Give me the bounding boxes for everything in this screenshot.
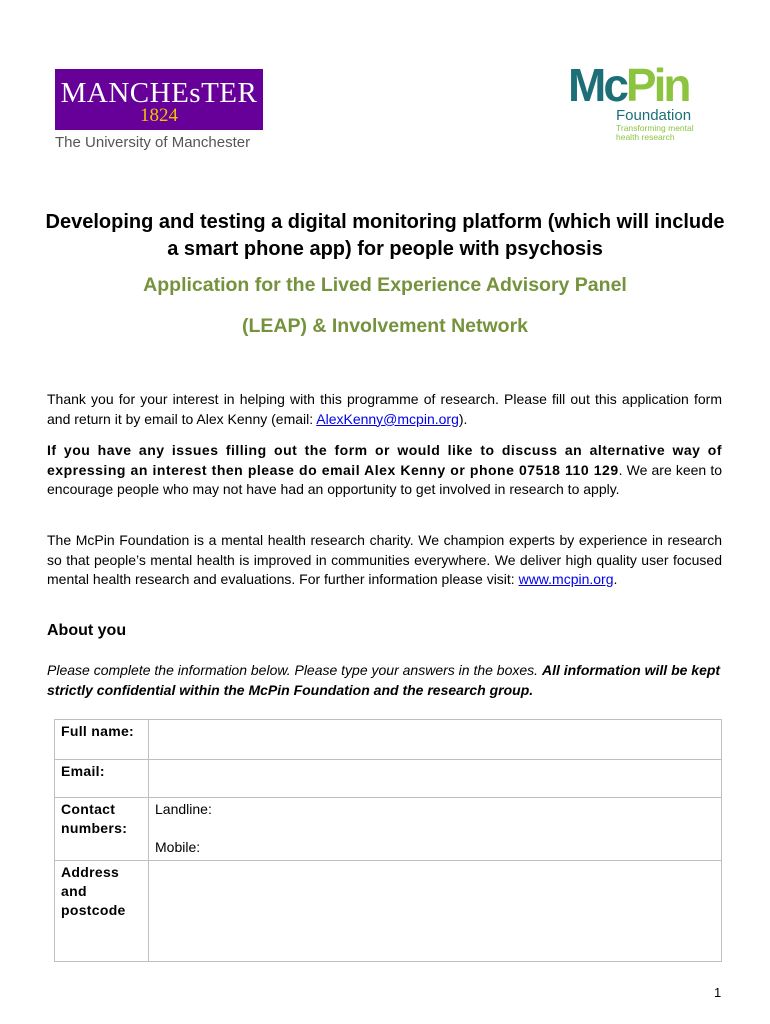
contact-emphasis: If you have any issues filling out the form or would like to discuss an alternative way of expressing an interest then please do email Alex Kenny or phone 07518 110 129 xyxy=(47,442,722,478)
form-row-email xyxy=(55,760,722,798)
mcpin-tagline-line1: Transforming mental xyxy=(616,123,694,133)
mobile-label: Mobile: xyxy=(155,839,201,855)
mcpin-about-paragraph xyxy=(47,531,722,590)
intro-paragraph xyxy=(47,390,722,429)
document-title: Developing and testing a digital monitoring platform (which will include a smart phone app) for people with psychosis xyxy=(45,211,725,260)
landline-input-gap[interactable] xyxy=(155,819,715,838)
contact-email-link[interactable]: AlexKenny@mcpin.org xyxy=(316,410,459,427)
manchester-logo-box xyxy=(55,69,263,130)
email-cell[interactable] xyxy=(149,760,722,798)
manchester-wordmark: MANCHEsTER xyxy=(60,77,258,109)
application-form-table xyxy=(54,719,722,962)
contact-paragraph xyxy=(47,441,722,500)
document-subtitle-line1: Application for the Lived Experience Advisory Panel xyxy=(143,274,627,296)
mcpin-foundation-logo xyxy=(568,59,718,142)
about-note-bold: All information will be kept strictly confidential within the McPin Foundation and the research group. xyxy=(47,662,721,698)
full-name-cell[interactable] xyxy=(149,720,722,760)
manchester-logo-subtitle: The University of Manchester xyxy=(55,134,251,151)
address-label: Address and postcode xyxy=(55,861,149,962)
contact-numbers-cell[interactable] xyxy=(149,798,722,861)
mcpin-wordmark xyxy=(568,59,718,111)
mcpin-tagline-line2: health research xyxy=(616,132,675,142)
mcpin-website-link[interactable]: www.mcpin.org xyxy=(518,571,614,588)
form-row-full-name xyxy=(55,720,722,760)
landline-label: Landline: xyxy=(155,801,212,817)
mcpin-about-text: The McPin Foundation is a mental health research charity. We champion experts by experience in research so that people’s mental health is improved in communities everywhere. We deliver high quality user focused mental health research and evaluations. For further information please visit: xyxy=(47,532,722,588)
form-row-address xyxy=(55,861,722,962)
document-subtitle-line2: (LEAP) & Involvement Network xyxy=(241,315,529,337)
intro-text-end: ). xyxy=(458,410,468,427)
university-of-manchester-logo xyxy=(55,69,263,151)
address-cell[interactable] xyxy=(149,861,722,962)
full-name-label: Full name: xyxy=(55,720,149,760)
intro-text: Thank you for your interest in helping with this programme of research. Please fill out this application form and return it by email to Alex Kenny (email: xyxy=(47,391,722,427)
mcpin-about-end: . xyxy=(613,571,618,588)
contact-rest: . We are keen to encourage people who may not have had an opportunity to get involved in research to apply. xyxy=(47,461,723,498)
contact-numbers-label: Contact numbers: xyxy=(55,798,149,861)
mcpin-wordmark-mc: Mc xyxy=(568,59,626,111)
full-name-input[interactable] xyxy=(155,723,715,739)
manchester-year: 1824 xyxy=(140,105,178,126)
about-you-heading: About you xyxy=(47,622,127,639)
page-number: 1 xyxy=(714,985,722,1000)
email-label: Email: xyxy=(55,760,149,798)
form-row-contact-numbers xyxy=(55,798,722,861)
mcpin-foundation-text: Foundation xyxy=(616,107,692,124)
mcpin-wordmark-pin: Pin xyxy=(625,59,689,111)
about-you-note xyxy=(47,661,722,700)
about-note-italic: Please complete the information below. Please type your answers in the boxes. xyxy=(47,662,542,678)
email-input[interactable] xyxy=(155,763,715,779)
